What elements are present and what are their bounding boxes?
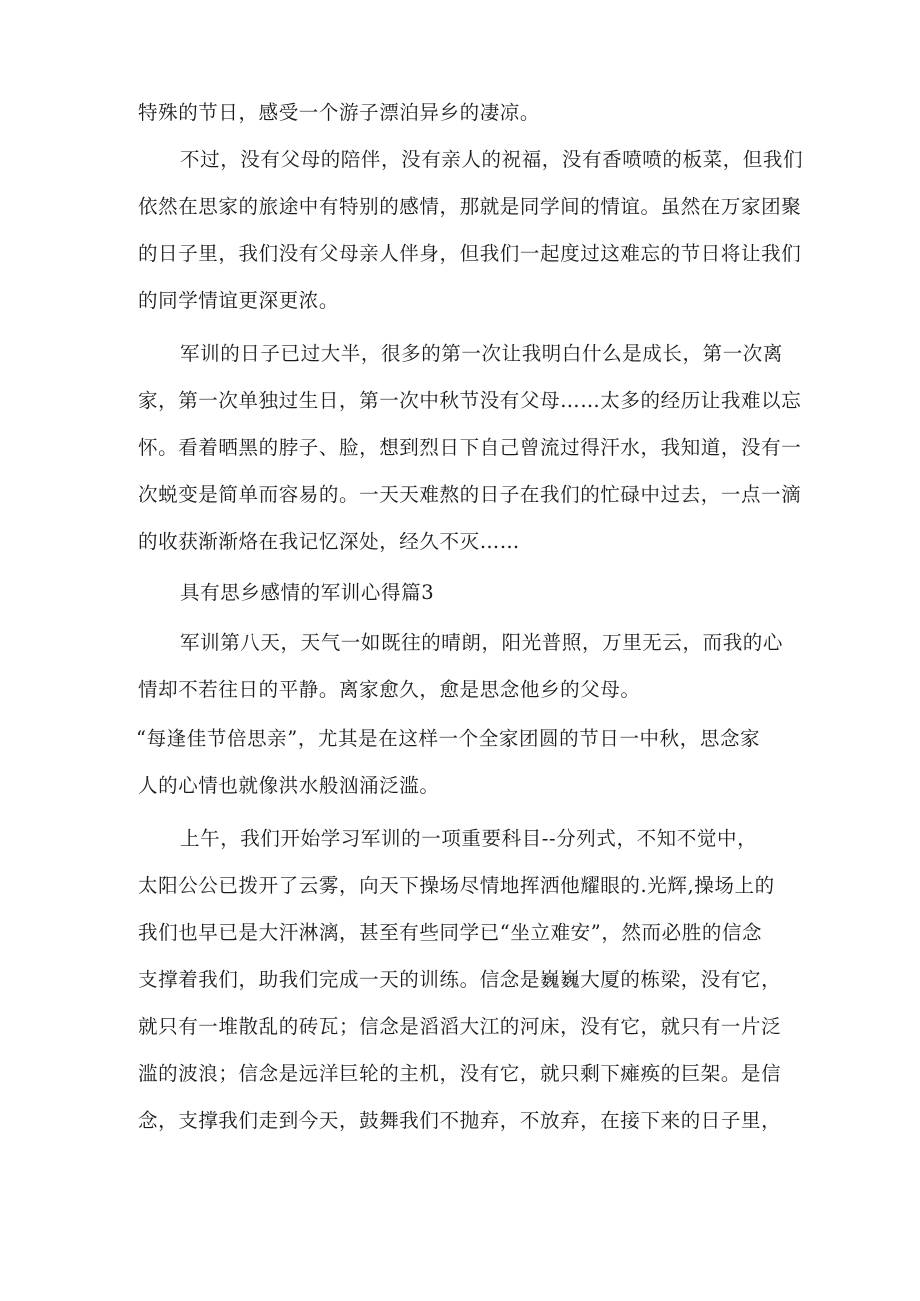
paragraph-3-line: 军训的日子已过大半，很多的第一次让我明白什么是成长，第一次离 [180, 342, 784, 365]
paragraph-5-line: “每逢佳节倍思亲”，尤其是在这样一个全家团圆的节日一中秋，思念家 [136, 727, 761, 750]
paragraph-6-line: 太阳公公已拨开了云雾，向天下操场尽情地挥洒他耀眼的.光辉,操场上的 [138, 874, 775, 897]
paragraph-6-line: 上午，我们开始学习军训的一项重要科目--分列式，不知不觉中， [180, 827, 758, 850]
paragraph-2-line: 依然在思家的旅途中有特别的感情，那就是同学间的情谊。虽然在万家团聚 [138, 195, 802, 218]
paragraph-6-line: 支撑着我们，助我们完成一天的训练。信念是巍巍大厦的栋梁，没有它， [138, 968, 782, 991]
paragraph-3-line: 家，第一次单独过生日，第一次中秋节没有父母……太多的经历让我难以忘 [138, 389, 802, 412]
paragraph-3-line: 次蜕变是简单而容易的。一天天难熬的日子在我们的忙碌中过去，一点一滴 [138, 483, 802, 506]
paragraph-2-line: 不过，没有父母的陪伴，没有亲人的祝福，没有香喷喷的板菜，但我们 [180, 148, 804, 171]
paragraph-6-line: 念，支撑我们走到今天，鼓舞我们不抛弃，不放弃，在接下来的日子里， [138, 1109, 782, 1132]
paragraph-2-line: 的日子里，我们没有父母亲人伴身，但我们一起度过这难忘的节日将让我们 [138, 242, 802, 265]
paragraph-4-line: 军训第八天，天气一如既往的晴朗，阳光普照，万里无云，而我的心 [180, 631, 784, 654]
paragraph-2-line: 的同学情谊更深更浓。 [138, 289, 340, 312]
paragraph-4-line: 情却不若往日的平静。离家愈久，愈是思念他乡的父母。 [138, 678, 641, 701]
paragraph-5-line: 人的心情也就像洪水般汹涌泛滥。 [138, 774, 440, 797]
paragraph-6-line: 就只有一堆散乱的砖瓦；信念是滔滔大江的河床，没有它，就只有一片泛 [138, 1015, 782, 1038]
paragraph-6-line: 我们也早已是大汗淋漓，甚至有些同学已“坐立难安”，然而必胜的信念 [138, 921, 763, 944]
section-heading: 具有思乡感情的军训心得篇3 [180, 581, 435, 604]
paragraph-3-line: 怀。看着晒黑的脖子、脸，想到烈日下自己曾流过得汗水，我知道，没有一 [138, 436, 802, 459]
paragraph-1-line: 特殊的节日，感受一个游子漂泊异乡的凄凉。 [138, 101, 541, 124]
paragraph-6-line: 滥的波浪；信念是远洋巨轮的主机，没有它，就只剩下瘫痪的巨架。是信 [138, 1062, 782, 1085]
paragraph-3-line: 的收获渐渐烙在我记忆深处，经久不灭…… [138, 530, 520, 553]
